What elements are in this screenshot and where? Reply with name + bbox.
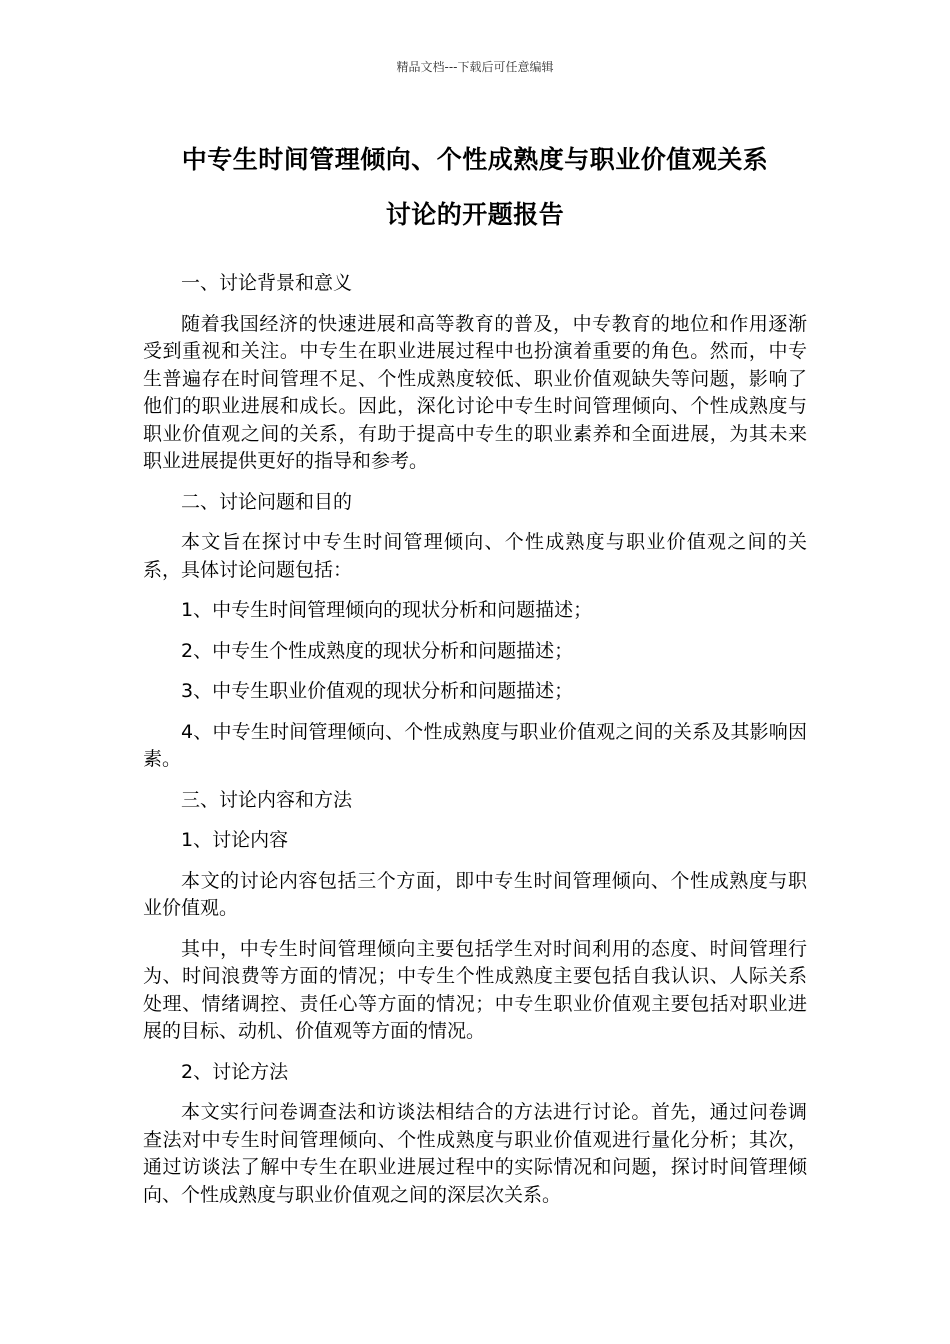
document-title-line-2: 讨论的开题报告 [385, 200, 565, 229]
paragraph-background: 随着我国经济的快速进展和高等教育的普及，中专教育的地位和作用逐渐受到重视和关注。中专生在职业进展过程中也扮演着重要的角色。然而，中专生普遍存在时间管理不足、个性成熟度较低、职业价值观缺失等问题，影响了他们的职业进展和成长。因此，深化讨论中专生时间管理倾向、个性成熟度与职业价值观之间的关系，有助于提高中专生的职业素养和全面进展，为其未来职业进展提供更好的指导和参考。 [143, 312, 807, 472]
header-note: 精品文档---下载后可任意编辑 [396, 60, 554, 74]
list-item-question-1: 1、中专生时间管理倾向的现状分析和问题描述； [181, 599, 593, 621]
subsection-heading-content: 1、讨论内容 [181, 829, 289, 851]
section-heading-questions: 二、讨论问题和目的 [181, 490, 353, 513]
document-title-line-1: 中专生时间管理倾向、个性成熟度与职业价值观关系 [181, 145, 769, 174]
list-item-question-4: 4、中专生时间管理倾向、个性成熟度与职业价值观之间的关系及其影响因素。 [143, 720, 807, 770]
document-body [143, 270, 807, 1222]
list-item-question-2: 2、中专生个性成熟度的现状分析和问题描述； [181, 639, 574, 662]
paragraph-methods: 本文实行问卷调查法和访谈法相结合的方法进行讨论。首先，通过问卷调查法对中专生时间管理倾向、个性成熟度与职业价值观进行量化分析；其次，通过访谈法了解中专生在职业进展过程中的实际情况和问题，探讨时间管理倾向、个性成熟度与职业价值观之间的深层次关系。 [143, 1101, 807, 1206]
section-heading-content-methods: 三、讨论内容和方法 [181, 788, 353, 811]
paragraph-content-overview: 本文的讨论内容包括三个方面，即中专生时间管理倾向、个性成熟度与职业价值观。 [143, 869, 807, 919]
subsection-heading-methods: 2、讨论方法 [181, 1060, 289, 1083]
list-item-question-3: 3、中专生职业价值观的现状分析和问题描述； [181, 680, 574, 702]
paragraph-questions-intro: 本文旨在探讨中专生时间管理倾向、个性成熟度与职业价值观之间的关系，具体讨论问题包括： [143, 531, 807, 581]
paragraph-content-details: 其中，中专生时间管理倾向主要包括学生对时间利用的态度、时间管理行为、时间浪费等方面的情况；中专生个性成熟度主要包括自我认识、人际关系处理、情绪调控、责任心等方面的情况；中专生职业价值观主要包括对职业进展的目标、动机、价值观等方面的情况。 [143, 937, 807, 1042]
section-heading-background: 一、讨论背景和意义 [181, 272, 353, 294]
